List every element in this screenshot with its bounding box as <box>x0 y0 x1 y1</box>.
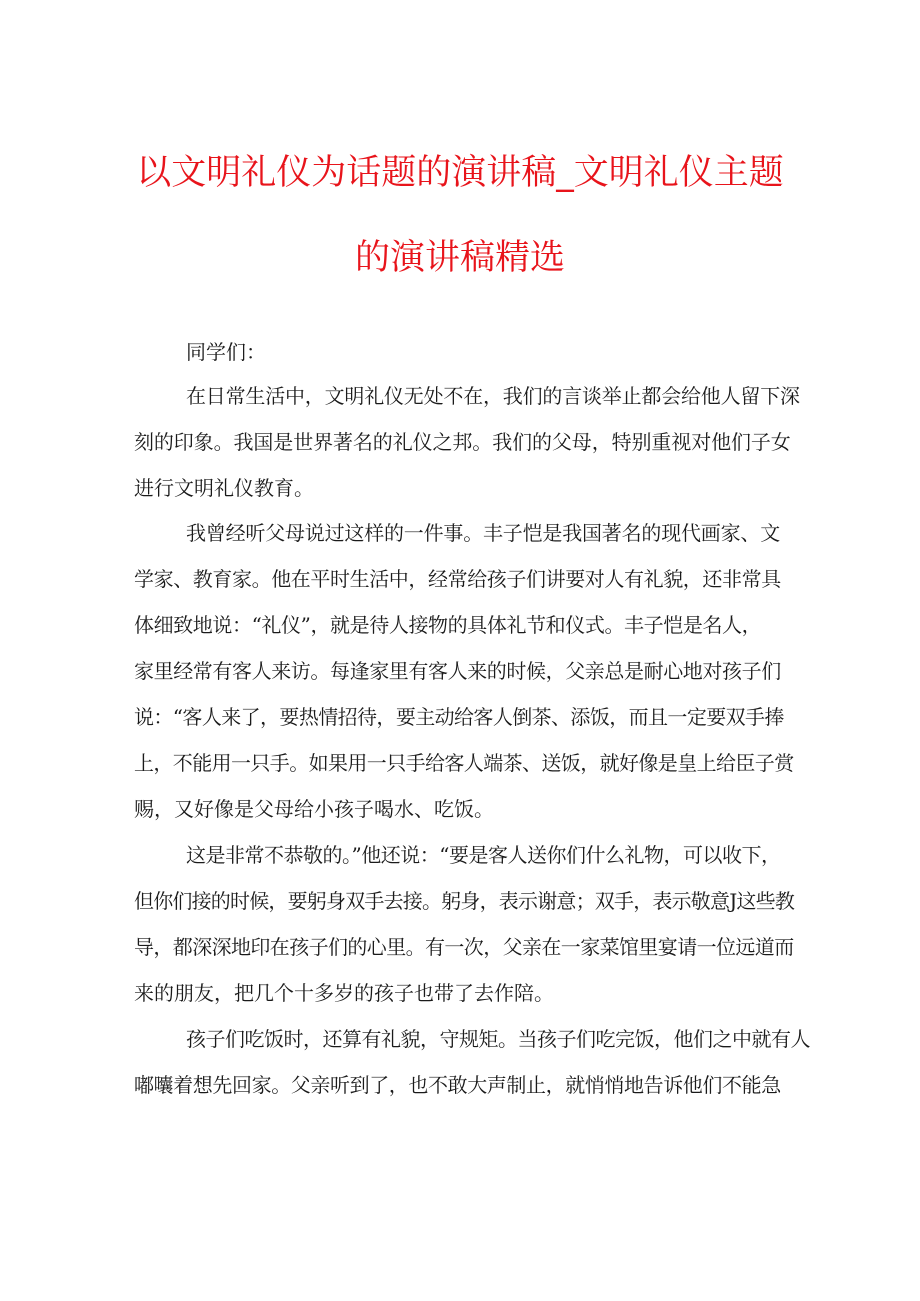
paragraph-line: 说：“客人来了，要热情招待，要主动给客人倒茶、添饭，而且一定要双手捧 <box>134 705 784 729</box>
title-line-2: 的演讲稿精选 <box>354 238 565 278</box>
paragraph-line: 赐，又好像是父母给小孩子喝水、吃饭。 <box>134 797 494 821</box>
paragraph-line: 体细致地说：“礼仪”，就是待人接物的具体礼节和仪式。丰子恺是名人， <box>134 613 762 637</box>
paragraph-line: 但你们接的时候，要躬身双手去接。躬身，表示谢意；双手，表示敬意J这些教 <box>134 889 795 913</box>
paragraph-line: 导，都深深地印在孩子们的心里。有一次，父亲在一家菜馆里宴请一位远道而 <box>134 935 794 959</box>
paragraph-line: 在日常生活中，文明礼仪无处不在，我们的言谈举止都会给他人留下深 <box>186 384 800 408</box>
paragraph-line: 我曾经听父母说过这样的一件事。丰子恺是我国著名的现代画家、文 <box>186 521 780 545</box>
paragraph-line: 孩子们吃饭时，还算有礼貌，守规矩。当孩子们吃完饭，他们之中就有人 <box>186 1027 810 1051</box>
paragraph-line: 家里经常有客人来访。每逢家里有客人来的时候，父亲总是耐心地对孩子们 <box>134 659 781 683</box>
paragraph-line: 来的朋友，把几个十多岁的孩子也带了去作陪。 <box>134 981 554 1005</box>
paragraph-line: 进行文明礼仪教育。 <box>134 476 314 500</box>
paragraph-line: 学家、教育家。他在平时生活中，经常给孩子们讲要对人有礼貌，还非常具 <box>134 567 781 591</box>
paragraph-line: 刻的印象。我国是世界著名的礼仪之邦。我们的父母，特别重视对他们子女 <box>134 430 791 454</box>
paragraph-line: 上，不能用一只手。如果用一只手给客人端茶、送饭，就好像是皇上给臣子赏 <box>134 751 794 775</box>
paragraph-line: 嘟囔着想先回家。父亲听到了，也不敢大声制止，就悄悄地告诉他们不能急 <box>134 1073 781 1097</box>
title-line-1: 以文明礼仪为话题的演讲稿_文明礼仪主题 <box>136 153 784 193</box>
paragraph-line: 这是非常不恭敬的。”他还说：“要是客人送你们什么礼物，可以收下， <box>186 843 781 867</box>
salutation: 同学们： <box>186 340 266 364</box>
